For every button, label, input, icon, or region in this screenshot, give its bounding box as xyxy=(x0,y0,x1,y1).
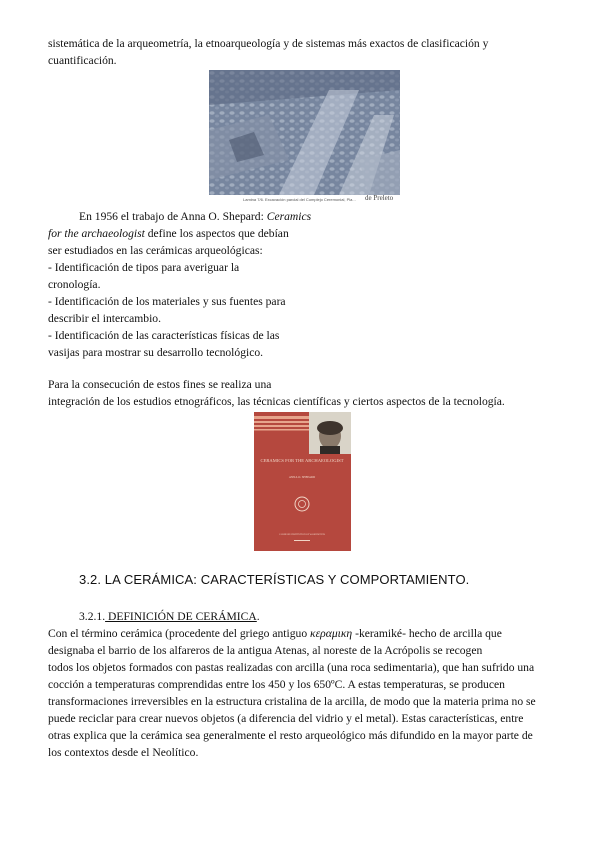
definition-line-3: todos los objetos formados con pastas realizadas con arcilla (una roca sedimentaria), que han sufrido una xyxy=(48,661,535,674)
definition-line-6: puede reciclar para crear nuevos objetos (a diferencia del vidrio y el metal). Estas características, entre xyxy=(48,712,524,725)
book-author-text: ANNA O. SHEPARD xyxy=(288,475,316,479)
shepard-line-6: - Identificación de los materiales y sus fuentes para xyxy=(48,295,286,308)
shepard-line-4: - Identificación de tipos para averiguar la xyxy=(48,261,240,274)
shepard-line-9: vasijas para mostrar su desarrollo tecnológico. xyxy=(48,346,264,359)
excavation-photo xyxy=(209,70,400,195)
photo-caption: Lamina 7/6. Excavación parcial del Complejo Ceremonial, Pla... xyxy=(243,197,356,202)
book-publisher-text: CARNEGIE INSTITUTION OF WASHINGTON xyxy=(279,534,325,536)
subsection-heading: 3.2.1. DEFINICIÓN DE CERÁMICA. xyxy=(79,610,260,623)
definition-line-8: los contextos desde el Neolítico. xyxy=(48,746,199,759)
shepard-line-1: En 1956 el trabajo de Anna O. Shepard: Ceramics xyxy=(79,210,312,223)
book-title-text: CERAMICS FOR THE ARCHAEOLOGIST xyxy=(260,458,344,463)
top-paragraph-line-2: cuantificación. xyxy=(48,54,117,67)
section-heading: 3.2. LA CERÁMICA: CARACTERÍSTICAS Y COMPORTAMIENTO. xyxy=(79,572,470,587)
definition-line-5: transformaciones irreversibles en la estructura cristalina de la arcilla, de modo que la materia prima no se xyxy=(48,695,536,708)
integration-line-1: Para la consecución de estos fines se realiza una xyxy=(48,378,272,391)
shepard-line-2: for the archaeologist define los aspectos que debían xyxy=(48,227,289,240)
definition-line-1: Con el término cerámica (procedente del griego antiguo κεραμικη -keramiké- hecho de arcilla que xyxy=(48,627,502,640)
integration-line-2: integración de los estudios etnográficos, las técnicas científicas y ciertos aspectos de la tecnología. xyxy=(48,395,505,408)
definition-line-7: otras explica que la cerámica sea generalmente el resto arqueológico más difundido en la mayor parte de xyxy=(48,729,533,742)
definition-line-2: designaba el barrio de los alfareros de la antigua Atenas, al noreste de la Acrópolis se recogen xyxy=(48,644,483,657)
book-cover-image xyxy=(254,412,351,551)
shepard-line-7: describir el intercambio. xyxy=(48,312,161,325)
definition-line-4: cocción a temperaturas comprendidas entre los 450 y los 650ºC. A estas temperaturas, se producen xyxy=(48,678,505,691)
photo-caption-tail: de Preleto xyxy=(365,194,394,202)
top-paragraph-line-1: sistemática de la arqueometría, la etnoarqueología y de sistemas más exactos de clasificación y xyxy=(48,37,489,50)
shepard-line-5: cronología. xyxy=(48,278,101,291)
shepard-line-8: - Identificación de las características físicas de las xyxy=(48,329,280,342)
shepard-line-3: ser estudiados en las cerámicas arqueológicas: xyxy=(48,244,263,257)
